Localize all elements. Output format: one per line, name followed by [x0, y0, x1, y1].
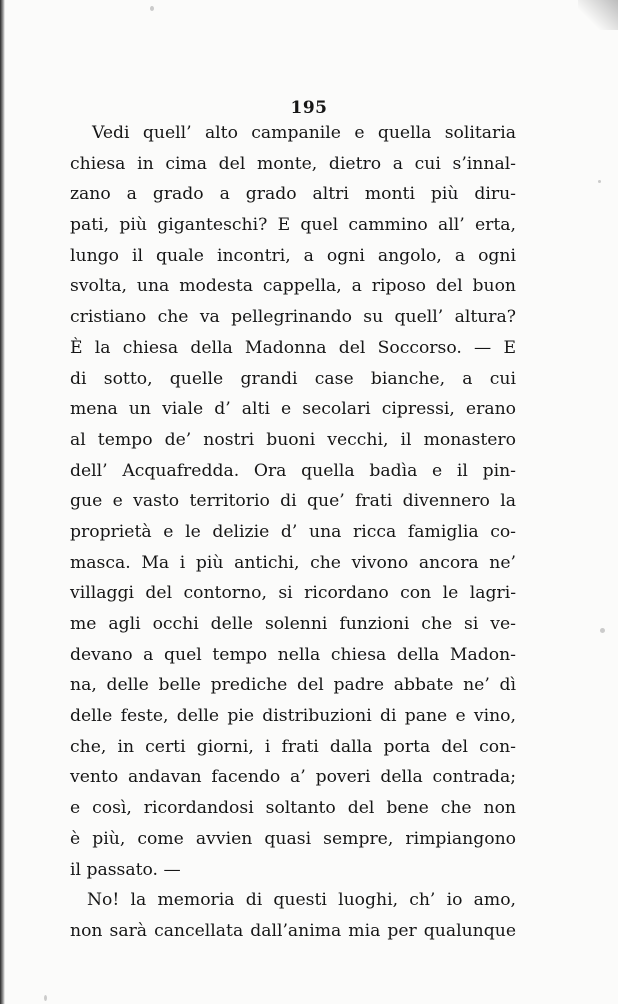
text-line: e così, ricordandosi soltanto del bene che non [70, 798, 516, 819]
text-line: me agli occhi delle solenni funzioni che si ve- [70, 614, 516, 634]
text-line: non sarà cancellata dall’anima mia per qualunque [70, 920, 516, 941]
text-line: dell’ Acquafredda. Ora quella badìa e il pin- [70, 460, 516, 481]
text-line: che, in certi giorni, i frati dalla porta del con- [70, 736, 516, 757]
text-line: No! la memoria di questi luoghi, ch’ io amo, [87, 890, 516, 911]
text-line: il passato. — [70, 859, 181, 880]
text-line: vento andavan facendo a’ poveri della contrada; [70, 767, 516, 788]
text-line: cristiano che va pellegrinando su quell’ altura? [70, 307, 516, 328]
paper-speck [600, 628, 605, 633]
page-number: 195 [290, 98, 328, 118]
paper-speck [150, 6, 154, 11]
text-line: pati, più giganteschi? E quel cammino all’ erta, [70, 215, 516, 236]
text-line: masca. Ma i più antichi, che vivono ancora ne’ [70, 552, 516, 573]
text-line: mena un viale d’ alti e secolari cipressi, erano [70, 399, 516, 420]
paper-speck [44, 995, 47, 1001]
text-line: villaggi del contorno, si ricordano con le lagri- [70, 583, 516, 604]
text-line: svolta, una modesta cappella, a riposo del buon [70, 276, 516, 297]
text-line: devano a quel tempo nella chiesa della Madon- [70, 644, 516, 665]
text-line: delle feste, delle pie distribuzioni di pane e vino, [70, 706, 516, 727]
text-line: è più, come avvien quasi sempre, rimpiangono [70, 828, 516, 849]
text-line: al tempo de’ nostri buoni vecchi, il monastero [70, 429, 516, 450]
page-corner-shadow [578, 0, 618, 30]
text-line: lungo il quale incontri, a ogni angolo, a ogni [70, 245, 516, 266]
text-line: proprietà e le delizie d’ una ricca famiglia co- [70, 521, 516, 542]
text-line: È la chiesa della Madonna del Soccorso. — E [70, 337, 516, 358]
text-line: chiesa in cima del monte, dietro a cui s’innal- [70, 153, 516, 174]
body-text [70, 118, 516, 947]
page-spine-shadow [0, 0, 5, 1004]
text-line: di sotto, quelle grandi case bianche, a cui [70, 368, 516, 389]
paper-speck [598, 180, 601, 183]
text-line: zano a grado a grado altri monti più diru- [70, 184, 516, 205]
text-line: na, delle belle prediche del padre abbate ne’ dì [70, 675, 516, 696]
text-line: Vedi quell’ alto campanile e quella solitaria [92, 123, 516, 143]
text-line: gue e vasto territorio di que’ frati divennero la [70, 491, 516, 512]
